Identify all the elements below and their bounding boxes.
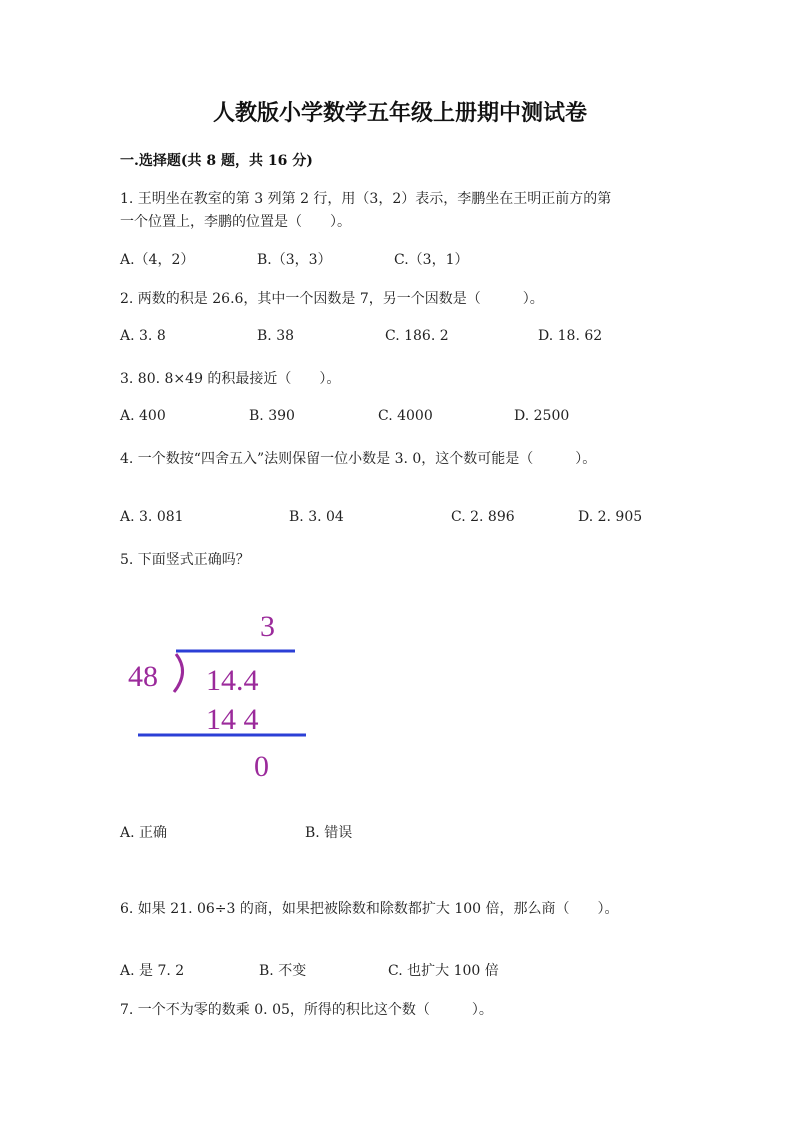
question-5-option-b: B. 错误	[305, 825, 353, 841]
question-2-option-c: C. 186. 2	[385, 328, 449, 344]
division-remainder: 0	[254, 750, 269, 783]
question-5: 5. 下面竖式正确吗？	[120, 552, 250, 568]
question-5-option-a: A. 正确	[120, 825, 168, 841]
question-4: 4. 一个数按“四舍五入”法则保留一位小数是 3. 0，这个数可能是（ ）。	[120, 451, 597, 467]
question-2-option-b: B. 38	[257, 328, 295, 344]
question-2: 2. 两数的积是 26.6，其中一个因数是 7，另一个因数是（ ）。	[120, 291, 544, 307]
question-1-line-1: 1. 王明坐在教室的第 3 列第 2 行，用（3，2）表示，李鹏坐在王明正前方的第	[120, 191, 612, 207]
question-6-option-c: C. 也扩大 100 倍	[388, 963, 499, 979]
question-3-option-a: A. 400	[120, 408, 166, 424]
question-1-option-b: B.（3，3）	[257, 252, 332, 268]
question-4-option-a: A. 3. 081	[120, 509, 184, 525]
question-6: 6. 如果 21. 06÷3 的商，如果把被除数和除数都扩大 100 倍，那么商（ ）。	[120, 901, 619, 917]
question-1-option-c: C.（3，1）	[394, 252, 469, 268]
division-bracket	[174, 654, 183, 692]
question-1-line-2: 一个位置上，李鹏的位置是（ ）。	[120, 214, 351, 230]
long-division-figure	[120, 600, 320, 790]
question-3-option-b: B. 390	[249, 408, 295, 424]
division-dividend: 14.4	[206, 664, 259, 697]
question-6-option-b: B. 不变	[259, 963, 307, 979]
section-heading: 一.选择题(共 8 题，共 16 分)	[120, 153, 313, 169]
exam-title: 人教版小学数学五年级上册期中测试卷	[212, 100, 587, 126]
division-quotient: 3	[260, 610, 275, 643]
question-6-option-a: A. 是 7. 2	[120, 963, 185, 979]
question-7: 7. 一个不为零的数乘 0. 05，所得的积比这个数（ ）。	[120, 1002, 493, 1018]
question-1-option-a: A.（4，2）	[120, 252, 195, 268]
question-4-option-b: B. 3. 04	[289, 509, 344, 525]
question-3-option-c: C. 4000	[378, 408, 433, 424]
division-divisor: 48	[128, 660, 158, 693]
division-product: 14 4	[206, 703, 259, 736]
question-4-option-c: C. 2. 896	[451, 509, 515, 525]
question-4-option-d: D. 2. 905	[578, 509, 643, 525]
question-3: 3. 80. 8×49 的积最接近（ ）。	[120, 371, 341, 387]
question-2-option-a: A. 3. 8	[120, 328, 166, 344]
question-2-option-d: D. 18. 62	[538, 328, 603, 344]
question-3-option-d: D. 2500	[514, 408, 570, 424]
